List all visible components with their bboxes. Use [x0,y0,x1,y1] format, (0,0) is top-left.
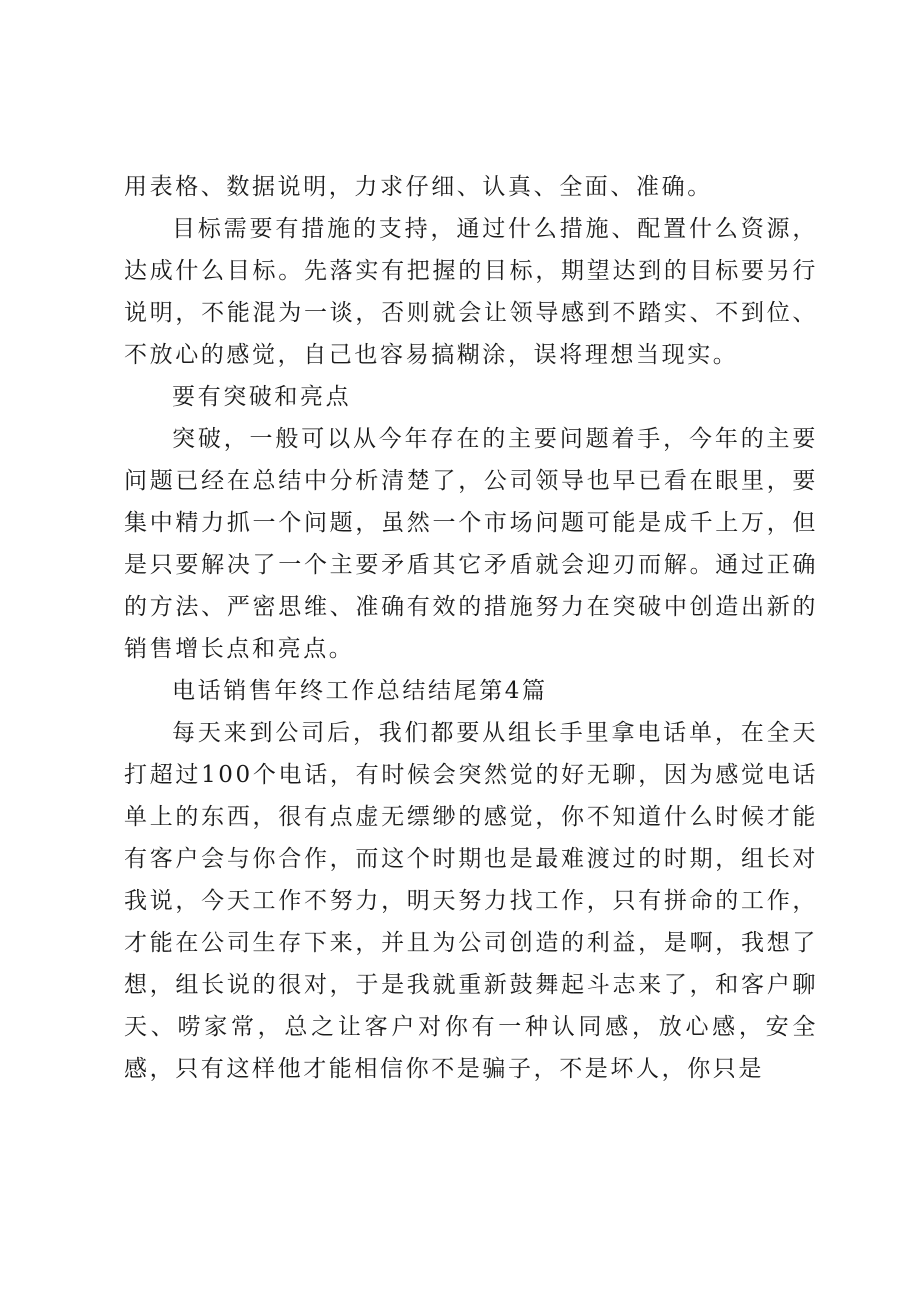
paragraph-breakthrough: 突破，一般可以从今年存在的主要问题着手，今年的主要问题已经在总结中分析清楚了，公司领导也早已看在眼里，要集中精力抓一个问题，虽然一个市场问题可能是成千上万，但是只要解决了一个主要矛盾其它矛盾就会迎刃而解。通过正确的方法、严密思维、准确有效的措施努力在突破中创造出新的销售增长点和亮点。 [124,426,818,662]
paragraph-targets-measures: 目标需要有措施的支持，通过什么措施、配置什么资源，达成什么目标。先落实有把握的目标，期望达到的目标要另行说明，不能混为一谈，否则就会让领导感到不踏实、不到位、不放心的感觉，自己也容易搞糊涂，误将理想当现实。 [124,216,818,368]
paragraph-table-data: 用表格、数据说明，力求仔细、认真、全面、准确。 [124,174,713,200]
section-heading-part-4: 电话销售年终工作总结结尾第4篇 [172,678,548,704]
document-body [124,166,818,1090]
paragraph-daily-calls: 每天来到公司后，我们都要从组长手里拿电话单，在全天打超过100个电话，有时候会突然觉的好无聊，因为感觉电话单上的东西，很有点虚无缥缈的感觉，你不知道什么时候才能有客户会与你合作，而这个时期也是最难渡过的时期，组长对我说，今天工作不努力，明天努力找工作，只有拼命的工作，才能在公司生存下来，并且为公司创造的利益，是啊，我想了想，组长说的很对，于是我就重新鼓舞起斗志来了，和客户聊天、唠家常，总之让客户对你有一种认同感，放心感，安全感，只有这样他才能相信你不是骗子，不是坏人，你只是 [124,720,818,1082]
section-heading-breakthrough: 要有突破和亮点 [172,384,352,410]
